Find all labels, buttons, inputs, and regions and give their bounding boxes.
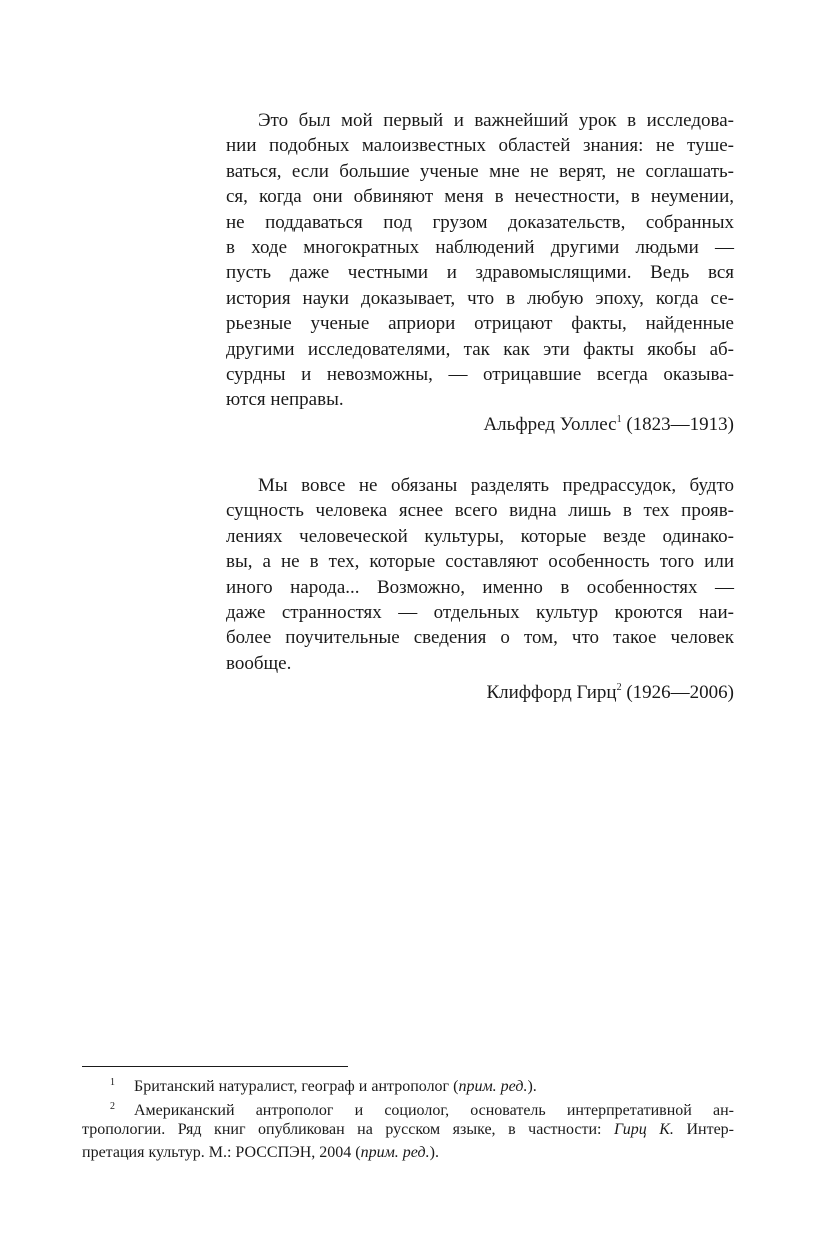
quote-line: не поддаваться под грузом доказательств, собранных [226, 211, 734, 233]
epigraph-geertz-quote [226, 473, 734, 676]
footnote-text: тропологии. Ряд книг опубликован на русском языке, в частности: [82, 1121, 614, 1138]
quote-line: Это был мой первый и важнейший урок в исследова- [258, 110, 734, 131]
footnote-text: Британский натуралист, географ и антрополог ( [134, 1078, 459, 1095]
quote-line: вы, а не в тех, которые составляют особенность того или [226, 551, 734, 573]
footnote-2 [82, 1095, 734, 1164]
quote-line: другими исследователями, так как эти факты якобы аб- [226, 338, 734, 360]
footnote-1 [82, 1071, 734, 1094]
quote-line: Мы вовсе не обязаны разделять предрассудок, будто [258, 475, 734, 496]
footnote-text: ). [429, 1144, 439, 1161]
author-years: (1823—1913) [626, 414, 734, 435]
quote-line: даже странностях — отдельных культур кроются наи- [226, 601, 734, 623]
footnote-separator [82, 1066, 348, 1067]
quote-line: иного народа... Возможно, именно в особенностях — [226, 576, 734, 598]
epigraph-wallace-quote [226, 108, 734, 413]
author-name: Клиффорд Гирц [486, 682, 617, 703]
footnote-text: ). [527, 1078, 537, 1095]
footnote-ref[interactable]: 1 [616, 414, 622, 425]
quote-line: ся, когда они обвиняют меня в нечестности, в неумении, [226, 186, 734, 208]
footnote-line [82, 1141, 734, 1164]
footnote-text: претация культур. М.: РОССПЭН, 2004 ( [82, 1144, 361, 1161]
quote-line: сущность человека яснее всего видна лишь в тех прояв- [226, 500, 734, 522]
quote-line: ваться, если большие ученые мне не верят, не соглашать- [226, 160, 734, 182]
quote-line: в ходе многократных наблюдений другими людьми — [226, 236, 734, 258]
quote-line: вообще. [226, 652, 292, 674]
quote-line: история науки доказывает, что в любую эпоху, когда се- [226, 287, 734, 309]
epigraph-geertz-attribution [486, 680, 734, 705]
footnote-line [82, 1118, 734, 1141]
quote-line: более поучительные сведения о том, что такое человек [226, 627, 734, 649]
footnote-italic: Гирц К. [613, 1121, 674, 1138]
quote-line: лениях человеческой культуры, которые везде одинако- [226, 525, 734, 547]
quote-line: пусть даже честными и здравомыслящими. Ведь вся [226, 262, 734, 284]
footnote-number: 1 [110, 1077, 115, 1088]
author-years: (1926—2006) [626, 682, 734, 703]
footnote-number: 2 [110, 1101, 115, 1112]
quote-line: сурдны и невозможны, — отрицавшие всегда оказыва- [226, 363, 734, 385]
footnote-italic: прим. ред. [360, 1144, 430, 1161]
footnote-line [82, 1071, 734, 1094]
footnote-text: Американский антрополог и социолог, основатель интерпретативной ан- [134, 1102, 734, 1119]
quote-line: рьезные ученые априори отрицают факты, найденные [226, 313, 734, 335]
quote-line: ются неправы. [226, 389, 344, 411]
footnote-line [82, 1095, 734, 1118]
quote-line: нии подобных малоизвестных областей знания: не туше- [226, 135, 734, 157]
epigraph-wallace-attribution [483, 412, 734, 437]
author-name: Альфред Уоллес [483, 414, 617, 435]
footnote-text: Интер- [673, 1121, 734, 1138]
footnote-ref[interactable]: 2 [616, 682, 622, 693]
footnote-italic: прим. ред. [458, 1078, 528, 1095]
